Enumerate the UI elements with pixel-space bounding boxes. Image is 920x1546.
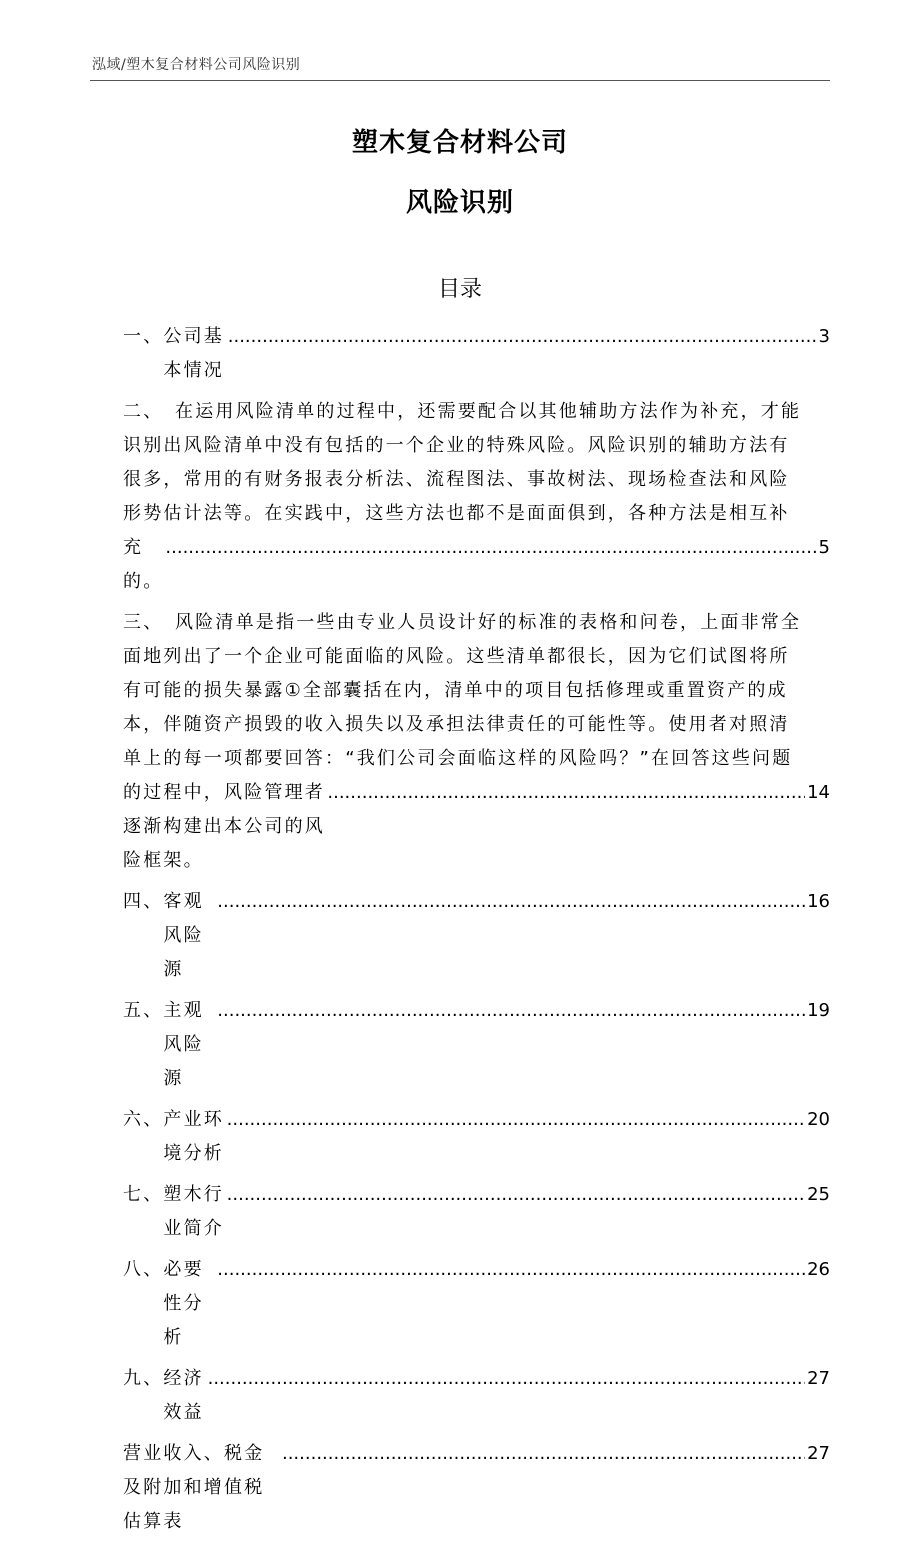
- toc-entry-page: 25: [807, 1184, 830, 1205]
- toc-entry[interactable]: [123, 1437, 830, 1539]
- toc-entry-line: 风险清单是指一些由专业人员设计好的标准的表格和问卷，上面非常全: [175, 612, 802, 633]
- toc-entry[interactable]: [123, 320, 830, 388]
- toc-entry-page: 27: [807, 1368, 830, 1389]
- toc-entry-line: 有可能的损失暴露①全部囊括在内，清单中的项目包括修理或重置资产的成: [123, 680, 788, 701]
- toc-entry-number: 六、: [123, 1109, 164, 1130]
- running-header: 泓域/塑木复合材料公司风险识别: [92, 57, 301, 73]
- toc-entry-page: 19: [807, 1000, 830, 1021]
- toc-entry[interactable]: [123, 1103, 830, 1171]
- dot-leader: [227, 1103, 805, 1137]
- toc-entry-text: 塑木行业简介: [163, 1184, 225, 1239]
- toc-entry-text: 营业收入、税金及附加和增值税估算表: [123, 1443, 265, 1532]
- toc-entry-text: 主观风险源: [163, 1000, 204, 1089]
- toc-entry-page: 16: [807, 891, 830, 912]
- toc-entry-number: 二、: [123, 401, 164, 422]
- toc-entry-number: 五、: [123, 1000, 164, 1021]
- dot-leader: [327, 776, 805, 810]
- toc-entry-page: 20: [807, 1109, 830, 1130]
- toc-entry-number: 七、: [123, 1184, 164, 1205]
- dot-leader: [165, 531, 816, 565]
- toc-entry-page: 3: [818, 326, 830, 347]
- toc-entry-text: 公司基本情况: [163, 326, 225, 381]
- toc-entry-number: 九、: [123, 1368, 164, 1389]
- toc-entry-page: 26: [807, 1259, 830, 1280]
- toc-entry-text: 客观风险源: [163, 891, 204, 980]
- toc-entry[interactable]: [123, 606, 830, 878]
- toc-entry[interactable]: [123, 994, 830, 1096]
- document-title: 塑木复合材料公司: [351, 128, 568, 158]
- dot-leader: [228, 320, 817, 354]
- toc-entry-line: 在运用风险清单的过程中，还需要配合以其他辅助方法作为补充，才能: [175, 401, 802, 422]
- toc-entry-page: 14: [807, 782, 830, 803]
- dot-leader: [208, 1362, 806, 1396]
- toc-entry[interactable]: [123, 1178, 830, 1246]
- toc-heading: 目录: [437, 277, 482, 302]
- dot-leader: [217, 994, 805, 1028]
- dot-leader: [227, 1178, 805, 1212]
- dot-leader: [282, 1437, 805, 1471]
- toc-entry-line: 面地列出了一个企业可能面临的风险。这些清单都很长，因为它们试图将所: [123, 646, 790, 667]
- toc-entry[interactable]: [123, 1253, 830, 1355]
- document-subtitle: 风险识别: [405, 188, 514, 218]
- toc-entry-line: 本，伴随资产损毁的收入损失以及承担法律责任的可能性等。使用者对照清: [123, 714, 790, 735]
- toc-entry-number: 四、: [123, 891, 164, 912]
- toc-entry-text: 充的。: [123, 537, 164, 592]
- toc-entry-text: 经济效益: [163, 1368, 204, 1423]
- toc-entry-text: 的过程中，风险管理者逐渐构建出本公司的风险框架。: [123, 782, 325, 871]
- table-of-contents: [123, 320, 830, 1546]
- toc-entry[interactable]: [123, 395, 830, 599]
- toc-entry-text: 产业环境分析: [163, 1109, 225, 1164]
- dot-leader: [217, 885, 805, 919]
- toc-entry-line: 很多，常用的有财务报表分析法、流程图法、事故树法、现场检查法和风险: [123, 469, 790, 490]
- toc-entry-page: 27: [807, 1443, 830, 1464]
- toc-entry-line: 形势估计法等。在实践中，这些方法也都不是面面俱到，各种方法是相互补: [123, 503, 790, 524]
- toc-entry-line: 单上的每一项都要回答：“我们公司会面临这样的风险吗？”在回答这些问题: [123, 748, 793, 769]
- toc-entry-line: 识别出风险清单中没有包括的一个企业的特殊风险。风险识别的辅助方法有: [123, 435, 790, 456]
- toc-entry-number: 八、: [123, 1259, 164, 1280]
- toc-entry-number: 三、: [123, 612, 164, 633]
- dot-leader: [217, 1253, 805, 1287]
- toc-entry-number: 一、: [123, 326, 164, 347]
- toc-entry-page: 5: [818, 537, 830, 558]
- toc-entry[interactable]: [123, 885, 830, 987]
- toc-entry[interactable]: [123, 1362, 830, 1430]
- toc-entry-text: 必要性分析: [163, 1259, 204, 1348]
- header-rule: [90, 80, 830, 81]
